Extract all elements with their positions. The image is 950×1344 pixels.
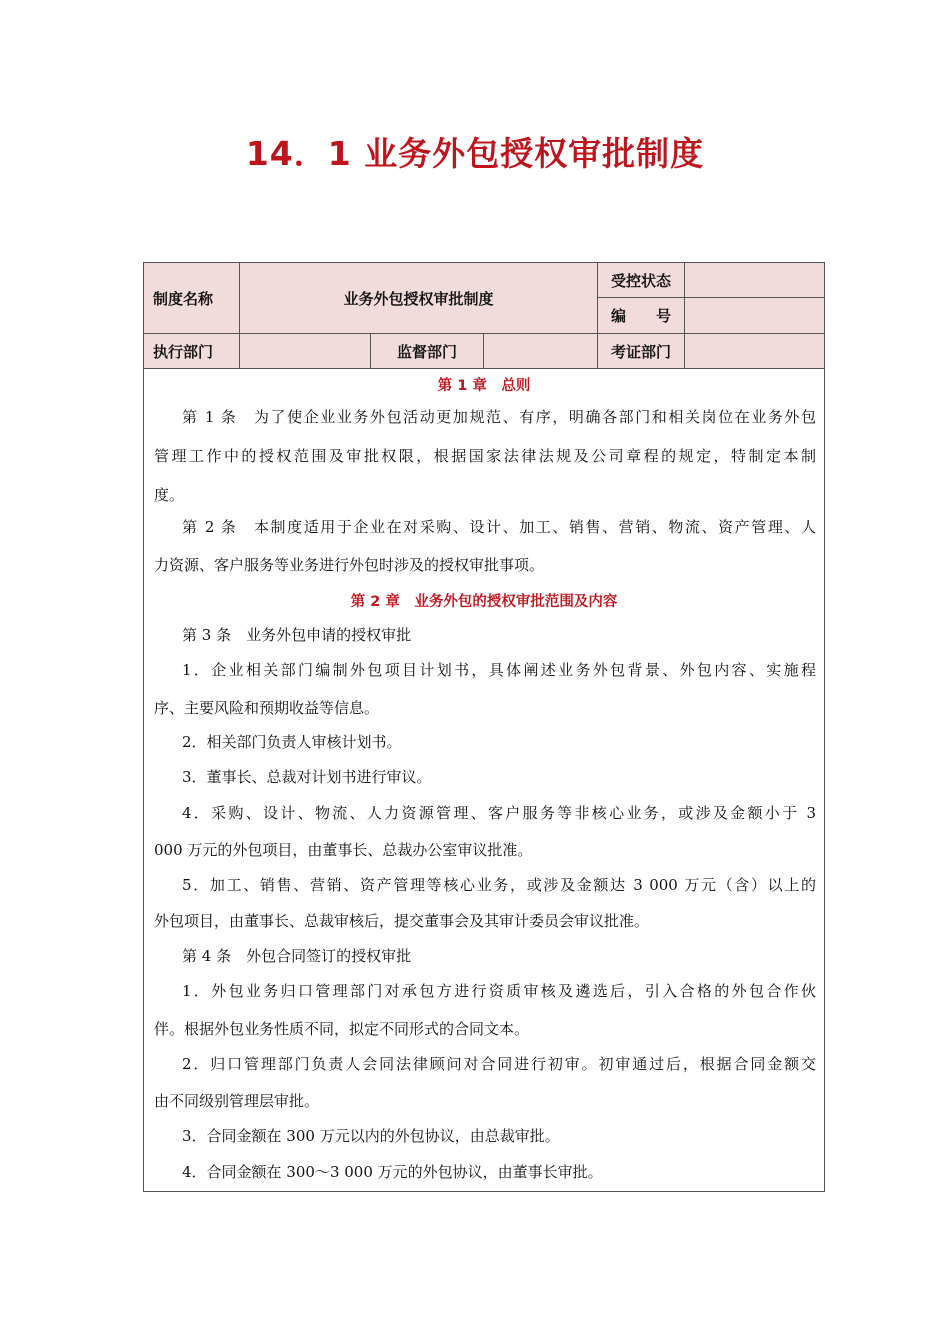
- regulation-table: [143, 262, 825, 1192]
- control-status-value: [685, 263, 824, 298]
- text-line: 由不同级别管理层审批。: [154, 1092, 320, 1110]
- text-line: 力资源、客户服务等业务进行外包时涉及的授权审批事项。: [154, 556, 545, 574]
- text-line: 1．外包业务归口管理部门对承包方进行资质审核及遴选后，引入合格的外包合作伙: [182, 982, 816, 1000]
- header-section: [144, 263, 824, 369]
- number-label: 编 号: [598, 298, 685, 334]
- text-line: 度。: [154, 486, 185, 504]
- text-line: 5．加工、销售、营销、资产管理等核心业务，或涉及金额达 3 000 万元（含）以上的: [182, 876, 816, 894]
- control-status-label: 受控状态: [598, 263, 685, 298]
- exec-dept-label: 执行部门: [144, 334, 240, 369]
- text-line: 第 1 条 为了使企业业务外包活动更加规范、有序，明确各部门和相关岗位在业务外包: [182, 408, 816, 426]
- supervise-dept-value: [484, 334, 598, 369]
- chapter-heading: 第 1 章 总则: [437, 378, 531, 394]
- text-line: 第 4 条 外包合同签订的授权审批: [182, 947, 412, 965]
- text-line: 3．董事长、总裁对计划书进行审议。: [182, 768, 432, 786]
- page-title: 14．1 业务外包授权审批制度: [245, 134, 705, 173]
- text-line: 000 万元的外包项目，由董事长、总裁办公室审议批准。: [154, 841, 533, 859]
- name-value: 业务外包授权审批制度: [240, 263, 598, 334]
- supervise-dept-label: 监督部门: [371, 334, 484, 369]
- text-line: 伴。根据外包业务性质不同，拟定不同形式的合同文本。: [154, 1020, 530, 1038]
- text-line: 第 2 条 本制度适用于企业在对采购、设计、加工、销售、营销、物流、资产管理、人: [182, 518, 816, 536]
- text-line: 2．归口管理部门负责人会同法律顾问对合同进行初审。初审通过后，根据合同金额交: [182, 1055, 816, 1073]
- text-line: 4．合同金额在 300～3 000 万元的外包协议，由董事长审批。: [182, 1163, 603, 1181]
- text-line: 1．企业相关部门编制外包项目计划书，具体阐述业务外包背景、外包内容、实施程: [182, 661, 816, 679]
- name-label: 制度名称: [144, 263, 240, 334]
- text-line: 3．合同金额在 300 万元以内的外包协议，由总裁审批。: [182, 1127, 560, 1145]
- text-line: 序、主要风险和预期收益等信息。: [154, 699, 380, 717]
- verify-dept-value: [685, 334, 824, 369]
- chapter-heading: 第 2 章 业务外包的授权审批范围及内容: [350, 594, 618, 610]
- text-line: 2．相关部门负责人审核计划书。: [182, 733, 402, 751]
- text-line: 外包项目，由董事长、总裁审核后，提交董事会及其审计委员会审议批准。: [154, 912, 650, 930]
- exec-dept-value: [240, 334, 371, 369]
- verify-dept-label: 考证部门: [598, 334, 685, 369]
- number-value: [685, 298, 824, 334]
- text-line: 第 3 条 业务外包申请的授权审批: [182, 626, 412, 644]
- text-line: 管理工作中的授权范围及审批权限，根据国家法律法规及公司章程的规定，特制定本制: [154, 447, 816, 465]
- text-line: 4．采购、设计、物流、人力资源管理、客户服务等非核心业务，或涉及金额小于 3: [182, 804, 816, 822]
